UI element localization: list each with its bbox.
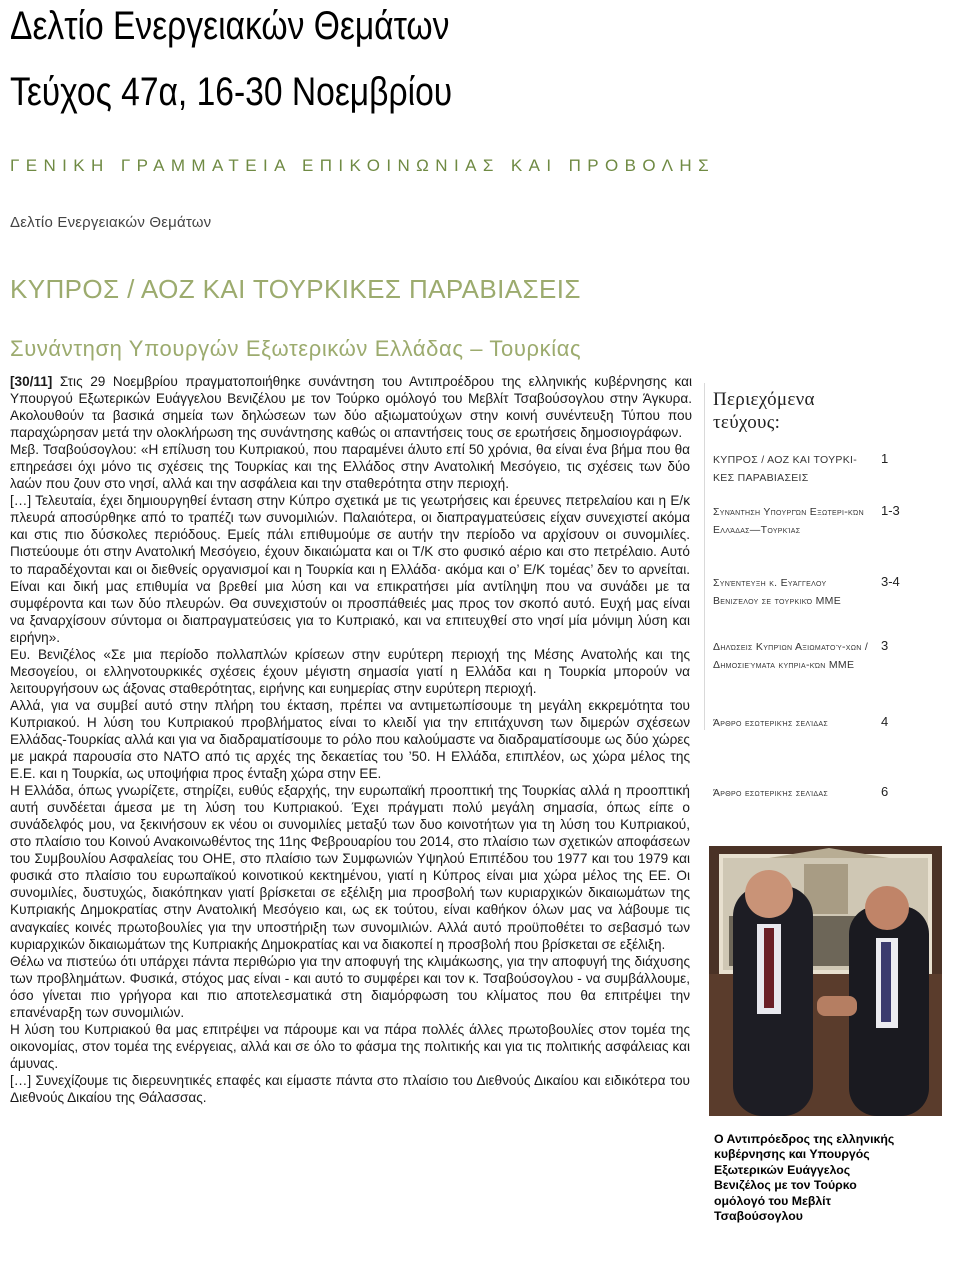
article-body [10,373,693,1106]
paragraph-6: Η Ελλάδα, όπως γνωρίζετε, στηρίζει, ευθύς εξαρχής, την ευρωπαϊκή προοπτική της Τουρκίας αλλά η προοπτική αυτή συνδέεται άμεσα με τη λύση του Κυπριακού. Έχει πράγματι πολύ μεγάλη σημασία, όπως είπε ο συνάδελφός μου, να ξεκινήσουν εκ νέου οι συνομιλίες μεταξύ των δυο κοινοτήτων για τη λύση του Κυπριακού, στο πλαίσιο του Κοινού Ανακοινωθέντος της 11ης Φεβρουαρίου του 2014, στο πλαίσιο των σχετικών αποφάσεων του Συμβουλίου Ασφαλείας του ΟΗΕ, στο πλαίσιο των Συμφωνιών Υψηλού Επιπέδου του 1977 και του 1979 και φυσικά στο πλαίσιο του ευρωπαϊκού κοινοτικού κεκτημένου, γιατί η Κύπρος είναι μια χώρα μέλος της ΕΕ. Οι συνομιλίες, δυστυχώς, διακόπηκαν γιατί βρίσκεται σε εξέλιξη μια προσβολή των κυριαρχικών δικαιωμάτων της Κυπριακής Δημοκρατίας στην Ανατολική Μεσόγειο και, ως εκ τούτου, είναι καθήκον όλων μας να λάβουμε τις αναγκαίες κοινές πρωτοβουλίες για την υποστήριξη των συνομιλιών. Αλλά αυτό προϋποθέτει το σεβασμό των κυριαρχικών δικαιωμάτων της Κυπριακής Δημοκρατίας και να διακοπεί η προσβολή που βρίσκεται σε εξέλιξη. [10,783,690,952]
photo-caption: Ο Αντιπρόεδρος της ελληνικής κυβέρνησης και Υπουργός Εξωτερικών Ευάγγελος Βενιζέλος με τον Τούρκο ομόλογό του Μεβλίτ Τσαβούσογλου [714,1132,895,1224]
contents-item[interactable] [713,451,903,487]
date-tag: [30/11] [10,374,53,389]
contents-item-page: 3-4 [881,574,900,589]
contents-item-page: 6 [881,784,889,799]
contents-item-label: Άρθρο εσωτερικής σελίδας [713,787,828,799]
contents-item-label: ΚΥΠΡΟΣ / ΑΟΖ ΚΑΙ ΤΟΥΡΚΙ-ΚΕΣ ΠΑΡΑΒΙΑΣΕΙΣ [713,454,858,484]
contents-item[interactable] [713,784,903,802]
paragraph-1-text: Στις 29 Νοεμβρίου πραγματοποιήθηκε συνάντηση του Αντιπροέδρου της ελληνικής κυβέρνησης και Υπουργού Εξωτερικών Ευάγγελου Βενιζέλου με τον Τούρκο ομόλογό του Μεβλίτ Τσαβούσογλου στην Άγκυρα. Ακολουθούν τα βασικά σημεία των δηλώσεων των δύο αξιωματούχων στην κοινή συνέντευξη Τύπου που παραχώρησαν μετά την ολοκλήρωση της συνάντησης καθώς οι απαντήσεις τους σε ερωτήσεις δημοσιογράφων. [10,374,693,441]
contents-heading: Περιεχόμενα τεύχους: [713,389,815,433]
article-photo [709,846,942,1116]
paragraph-4: Ευ. Βενιζέλος «Σε μια περίοδο πολλαπλών κρίσεων στην ευρύτερη περιοχή της Μέσης Ανατολής και της Μεσογείου, οι ελληνοτουρκικές σχέσεις έχουν μέγιστη σημασία γιατί η Ελλάδα και η Τουρκία μπορούν να λειτουργήσουν ως άξονας σταθερότητας, ειρήνης και ευημερίας στην ευρύτερη περιοχή. [10,646,690,696]
contents-item-label: Άρθρο εσωτερικής σελίδας [713,717,828,729]
page-title [10,2,615,116]
photo-illustration [709,846,942,1116]
paragraph-8: Η λύση του Κυπριακού θα μας επιτρέψει να πάρουμε και να πάρα πολλές άλλες πρωτοβουλίες στον τομέα της οικονομίας, στον τομέα της ενέργειας, αλλά και σε όλο το φάσμα της πολιτικής και για τις πολιτικής ασφάλειας και άμυνας. [10,1021,690,1071]
article-title: Συνάντηση Υπουργών Εξωτερικών Ελλάδας – Τουρκίας [10,336,582,361]
paragraph-3: […] Τελευταία, έχει δημιουργηθεί ένταση στην Κύπρο σχετικά με τις γεωτρήσεις και έρευνες πετρελαίου και η Ε/κ πλευρά αποσύρθηκε από το τραπέζι των συνομιλιών. Παλαιότερα, οι διαπραγματεύσεις είχαν συνεχιστεί ακόμα και στις πιο δύσκολες περιόδους. Εμείς πάλι επιθυμούμε σε αυτήν την περίοδο να αρχίσουν οι συνομιλίες. Πιστεύουμε ότι στην Ανατολική Μεσόγειο, έχουν δικαιώματα και οι Τ/Κ στο φυσικό αέριο και στο πετρέλαιο. Αυτό το παραδέχονται και οι διεθνείς οργανισμοί και η Τουρκία και η Ελλάδα· ακόμα και ο’ Ε/Κ τομέας’ δεν το αρνείται. Είναι και δική μας επιθυμία να βρεθεί μια λύση και να επικρατήσει μία αντίληψη που να συνάδει με τα συμφέροντα και των δύο πλευρών. Θα συνεχιστούν οι προσπάθειές μας προς τον σκοπό αυτό. Ευχή μας είναι να ξαναρχίσουν σύντομα οι διαπραγματεύσεις για το Κυπριακό, και να επιτευχθεί στο νησί μία μόνιμη λύση και ειρήνη». [10,493,690,645]
contents-sidebar [704,383,904,799]
contents-item[interactable] [713,714,903,732]
paragraph-9: […] Συνεχίζουμε τις διερευνητικές επαφές και είμαστε πάντα στο πλαίσιο του Διεθνούς Δικαίου και ειδικότερα του Διεθνούς Δικαίου της Θάλασσας. [10,1072,690,1105]
contents-item-label: Συνάντηση Υπουργών Εξωτερι-κών Ελλάδας—Τουρκίας [713,506,864,536]
contents-item-page: 1 [881,451,889,466]
title-line-2: Τεύχος 47α, 16-30 Νοεμβρίου [10,70,453,114]
title-line-1: Δελτίο Ενεργειακών Θεμάτων [10,4,450,48]
contents-item-page: 4 [881,714,889,729]
section-heading: ΚΥΠΡΟΣ / ΑΟΖ ΚΑΙ ΤΟΥΡΚΙΚΕΣ ΠΑΡΑΒΙΑΣΕΙΣ [10,274,581,304]
contents-item[interactable] [713,638,903,674]
contents-item-label: Συνέντευξη κ. Ευάγγελου Βενιζέλου σε τουρκικό ΜΜΕ [713,577,842,607]
contents-item[interactable] [713,503,903,539]
contents-item-page: 3 [881,638,889,653]
contents-item[interactable] [713,574,903,610]
bulletin-name: Δελτίο Ενεργειακών Θεμάτων [10,214,212,231]
department-line: ΓΕΝΙΚΗ ΓΡΑΜΜΑΤΕΙΑ ΕΠΙΚΟΙΝΩΝΙΑΣ ΚΑΙ ΠΡΟΒΟΛΗΣ [10,156,716,175]
paragraph-5: Αλλά, για να συμβεί αυτό στην πλήρη του έκταση, πρέπει να αντιμετωπίσουμε τη μεγάλη εκκρεμότητα του Κυπριακού. Η λύση του Κυπριακού προβλήματος είναι το κλειδί για την επιτάχυνση των διμερών σχέσεων Ελλάδας-Τουρκίας αλλά και για να διαδραματίσουμε το ρόλο που καλούμαστε να διαδραματίσουμε ως δύο χώρες με μακρά παρουσία στο ΝΑΤΟ από τις αρχές της δεκαετίας του ’50. Η Ελλάδα, επιπλέον, ως χώρα μέλος της Ε.Ε. και η Τουρκία, ως υποψήφια προς ένταξη χώρα στην ΕΕ. [10,697,690,782]
contents-item-label: Δηλώσεις Κυπρίων Αξιωματού-χων / Δημοσιεύματα κυπρια-κών ΜΜΕ [713,641,869,671]
paragraph-2: Μεβ. Τσαβούσογλου: «Η επίλυση του Κυπριακού, που παραμένει άλυτο επί 50 χρόνια, θα είναι ένα βήμα που θα επηρεάσει όχι μόνο τις σχέσεις της Τουρκίας και της Ελλάδος στην Ανατολική Μεσόγειο, τις σχέσεις των δύο λαών που ζουν στο νησί, αλλά και την ασφάλεια και την σταθερότητα στην περιοχή. [10,442,690,492]
paragraph-1 [10,373,692,441]
contents-item-page: 1-3 [881,503,900,518]
paragraph-7: Θέλω να πιστεύω ότι υπάρχει πάντα περιθώριο για την αποφυγή της κλιμάκωσης, για την αποφυγή της διάχυσης των προβλημάτων. Φυσικά, στόχος μας είναι - και αυτό το συμφέρει και τον κ. Τσαβούσογλου - να συμβάλλουμε, όσο γίνεται πιο γρήγορα και πιο αποτελεσματικά στη διαμόρφωση του κλίματος που θα επιτρέψει την επανέναρξη των συνομιλιών. [10,953,690,1020]
